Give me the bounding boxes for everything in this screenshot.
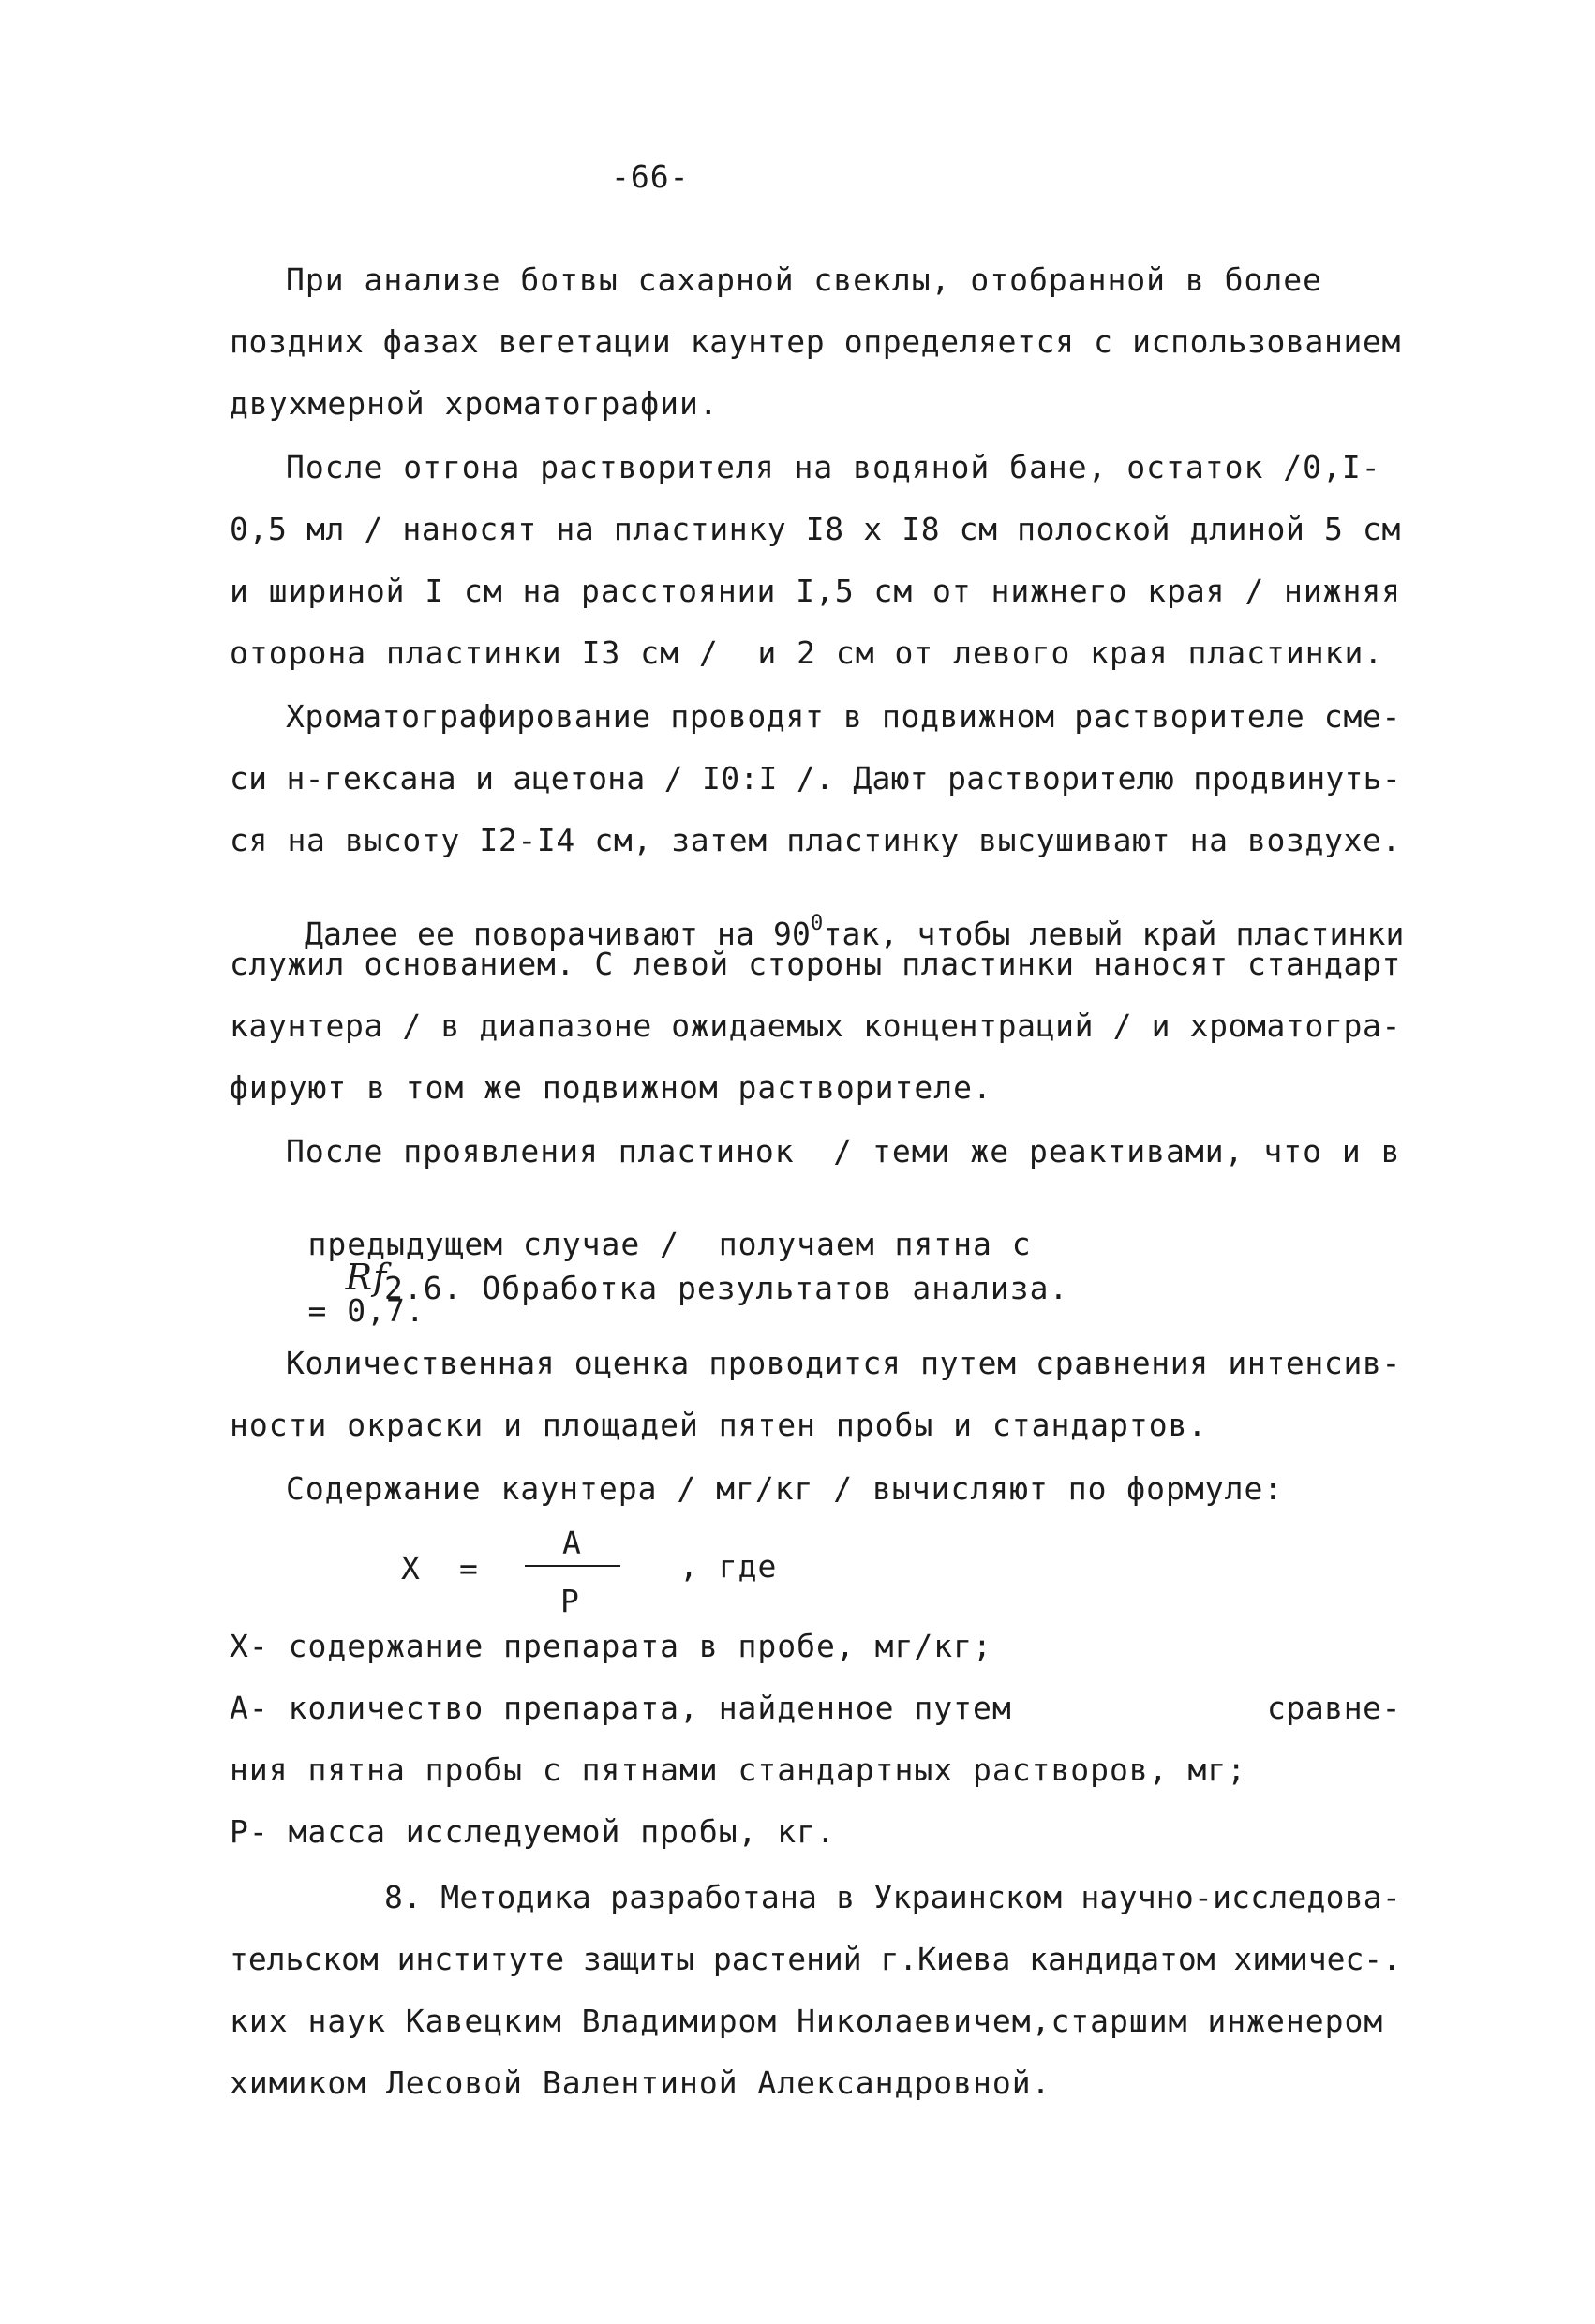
para8-line4: химиком Лесовой Валентиной Александровной. [230,2064,1051,2101]
para5-line1: Количественная оценка проводится путем сравнения интенсив- [286,1345,1401,1381]
para5-line2: ности окраски и площадей пятен пробы и стандартов. [230,1407,1208,1443]
para3-line6: каунтера / в диапазоне ожидаемых концентраций / и хроматогра- [230,1007,1401,1044]
page-number: -66- [611,158,690,195]
para1-line2: поздних фазах вегетации каунтер определяется с использованием [230,323,1401,360]
formula-suffix: , где [679,1548,778,1585]
rf-symbol: Rf [345,1257,388,1298]
para3-line5: служил основанием. С левой стороны пластинки наносят стандарт [230,946,1401,982]
para3-line7: фируют в том же подвижном растворителе. [230,1069,992,1106]
para8-line3: ких наук Кавецким Владимиром Николаевичем,старшим инженером [230,2003,1384,2039]
para8-line2: тельском институте защиты растений г.Киева кандидатом химичес-. [230,1941,1401,1977]
formula-equals: = [459,1550,479,1587]
para8-line1: 8. Методика разработана в Украинском научно-исследова- [384,1879,1401,1915]
definition-x: Х- содержание препарата в пробе, мг/кг; [230,1628,992,1664]
para3-line2: си н-гексана и ацетона / I0:I /. Дают растворителю продвинуть- [230,760,1401,797]
para3-line4-before: Далее ее поворачивают на 90 [305,916,812,952]
definition-a-line1: А- количество препарата, найденное путем [230,1690,1012,1726]
definition-p: Р- масса исследуемой пробы, кг. [230,1813,836,1850]
fraction-bar [525,1565,620,1567]
formula-numerator: А [562,1525,582,1561]
degree-superscript: 0 [811,912,824,935]
para4-line2-after: = 0,7. [307,1292,425,1329]
para3-line4-after: так, чтобы левый край пластинки [823,916,1405,952]
para4-line1: После проявления пластинок / теми же реактивами, что и в [286,1133,1401,1169]
para1-line1: При анализе ботвы сахарной свеклы, отобранной в более [286,261,1322,298]
definition-a-line2: ния пятна пробы с пятнами стандартных растворов, мг; [230,1751,1247,1788]
para3-line1: Хроматографирование проводят в подвижном растворителе сме- [286,698,1401,735]
para6: Содержание каунтера / мг/кг / вычисляют по формуле: [286,1470,1284,1507]
para2-line3: и шириной I см на расстоянии I,5 см от нижнего края / нижняя [230,573,1401,609]
para1-line3: двухмерной хроматографии. [230,385,719,422]
para4-line2-before: предыдущем случае / получаем пятна с [307,1226,1032,1262]
definition-a-line1-end: сравне- [1267,1690,1401,1726]
para3-line3: ся на высоту I2-I4 см, затем пластинку высушивают на воздухе. [230,822,1401,858]
para2-line2: 0,5 мл / наносят на пластинку I8 х I8 см полоской длиной 5 см [230,511,1401,547]
formula-lhs: Х [401,1550,421,1587]
para2-line1: После отгона растворителя на водяной бане, остаток /0,I- [286,449,1381,485]
para2-line4: оторона пластинки I3 см / и 2 см от левого края пластинки. [230,634,1384,671]
section-heading: 2.6. Обработка результатов анализа. [384,1270,1069,1306]
formula-denominator: Р [560,1583,580,1619]
